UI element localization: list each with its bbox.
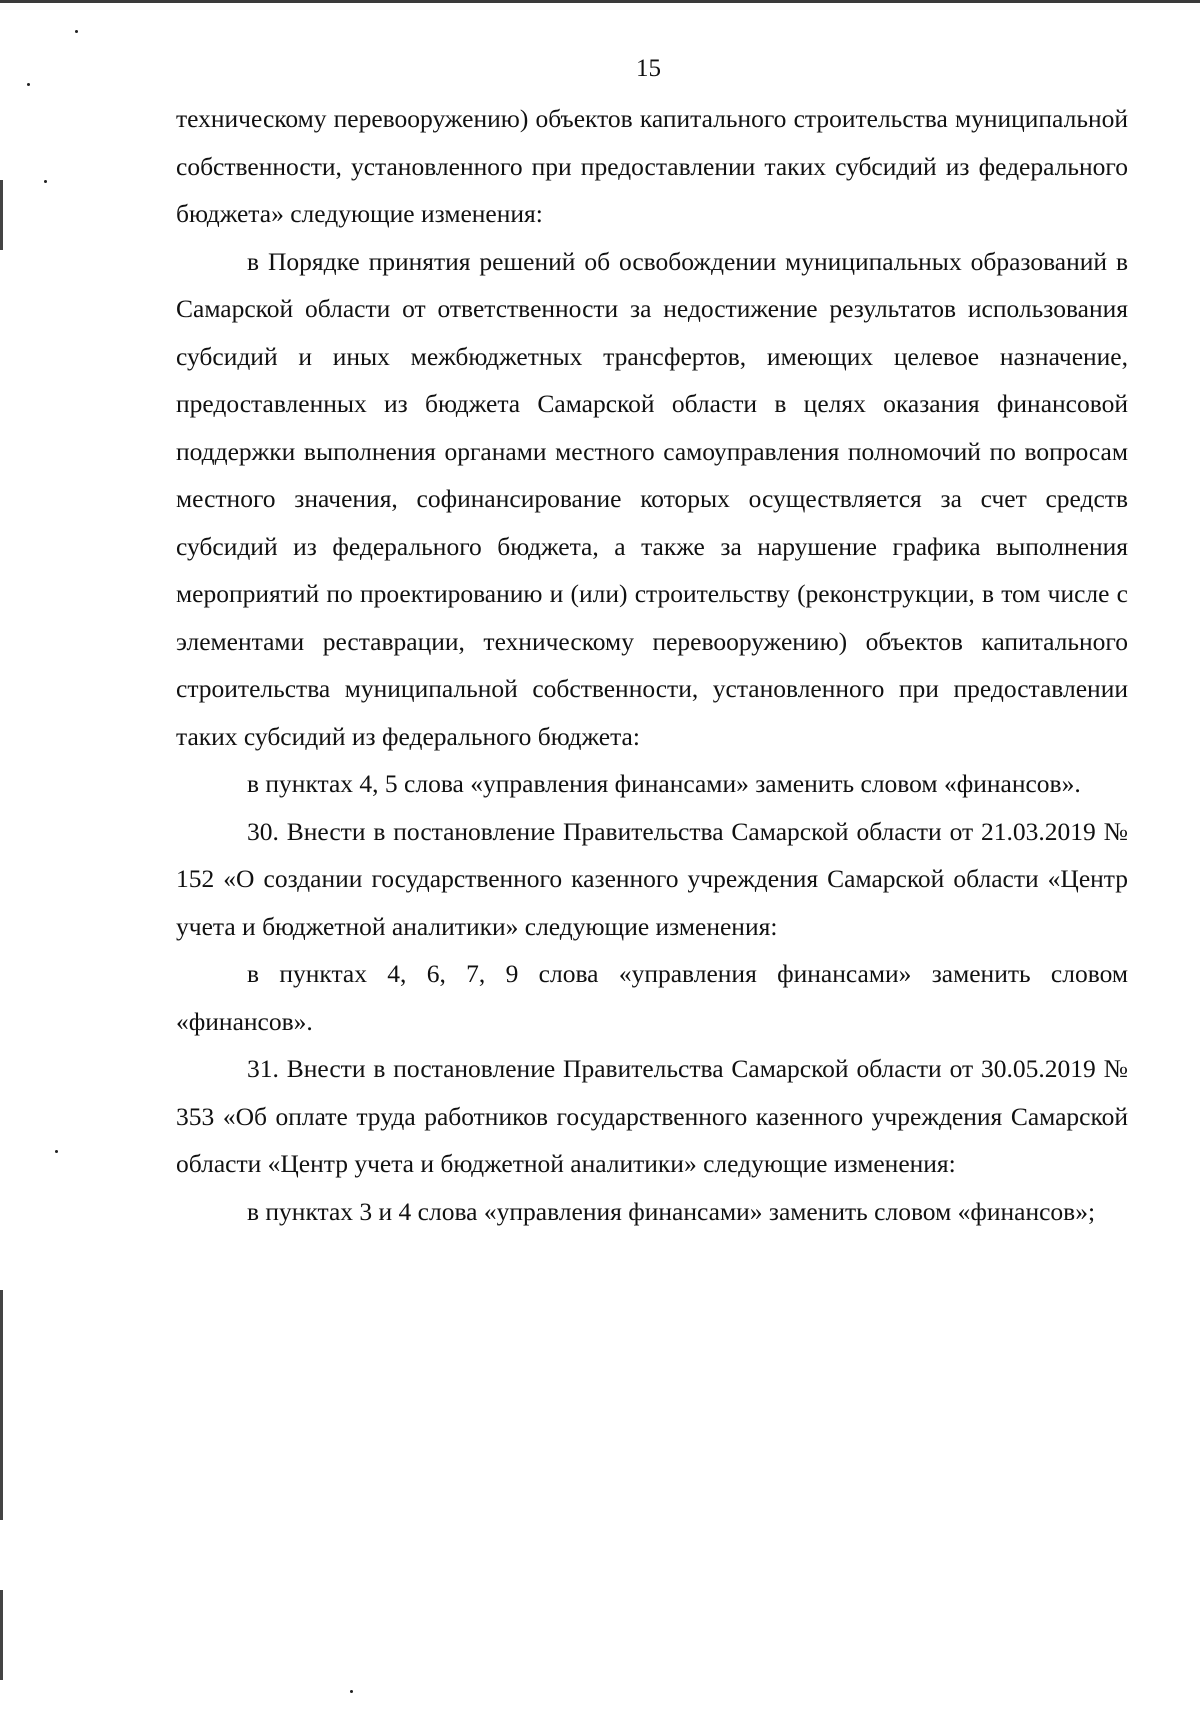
- scan-border-left: [0, 180, 3, 250]
- scan-speck: [55, 1150, 58, 1153]
- paragraph: в Порядке принятия решений об освобождении муниципальных образований в Самарской области от ответственности за недостижение результатов использования субсидий и иных межбюджетных трансфертов, имеющих целевое назначение, предоставленных из бюджета Самарской области в целях оказания финансовой поддержки выполнения органами местного самоуправления полномочий по вопросам местного значения, софинансирование которых осуществляется за счет средств субсидий из федерального бюджета, а также за нарушение графика выполнения мероприятий по проектированию и (или) строительству (реконструкции, в том числе с элементами реставрации, техническому перевооружению) объектов капитального строительства муниципальной собственности, установленного при предоставлении таких субсидий из федерального бюджета:: [176, 246, 1128, 751]
- scan-speck: [44, 180, 47, 183]
- paragraph: в пунктах 4, 6, 7, 9 слова «управления финансами» заменить словом «финансов».: [176, 959, 1128, 1036]
- scan-speck: [27, 83, 30, 86]
- scan-border-left: [0, 1290, 3, 1520]
- scan-speck: [350, 1690, 353, 1693]
- paragraph: в пунктах 4, 5 слова «управления финансами» заменить словом «финансов».: [247, 769, 1081, 798]
- paragraph: в пунктах 3 и 4 слова «управления финансами» заменить словом «финансов»;: [247, 1196, 1096, 1226]
- paragraph: техническому перевооружению) объектов капитального строительства муниципальной собственности, установленного при предоставлении таких субсидий из федерального бюджета» следующие изменения:: [176, 104, 1128, 228]
- scan-border-top: [0, 0, 1200, 3]
- paragraph: 30. Внести в постановление Правительства Самарской области от 21.03.2019 № 152 «О создании государственного казенного учреждения Самарской области «Центр учета и бюджетной аналитики» следующие изменения:: [176, 816, 1128, 941]
- scan-speck: [75, 30, 78, 33]
- document-body: [176, 95, 1128, 1235]
- page-number: 15: [636, 55, 661, 82]
- scan-border-left: [0, 1590, 3, 1680]
- paragraph: 31. Внести в постановление Правительства Самарской области от 30.05.2019 № 353 «Об оплате труда работников государственного казенного учреждения Самарской области «Центр учета и бюджетной аналитики» следующие изменения:: [176, 1054, 1128, 1178]
